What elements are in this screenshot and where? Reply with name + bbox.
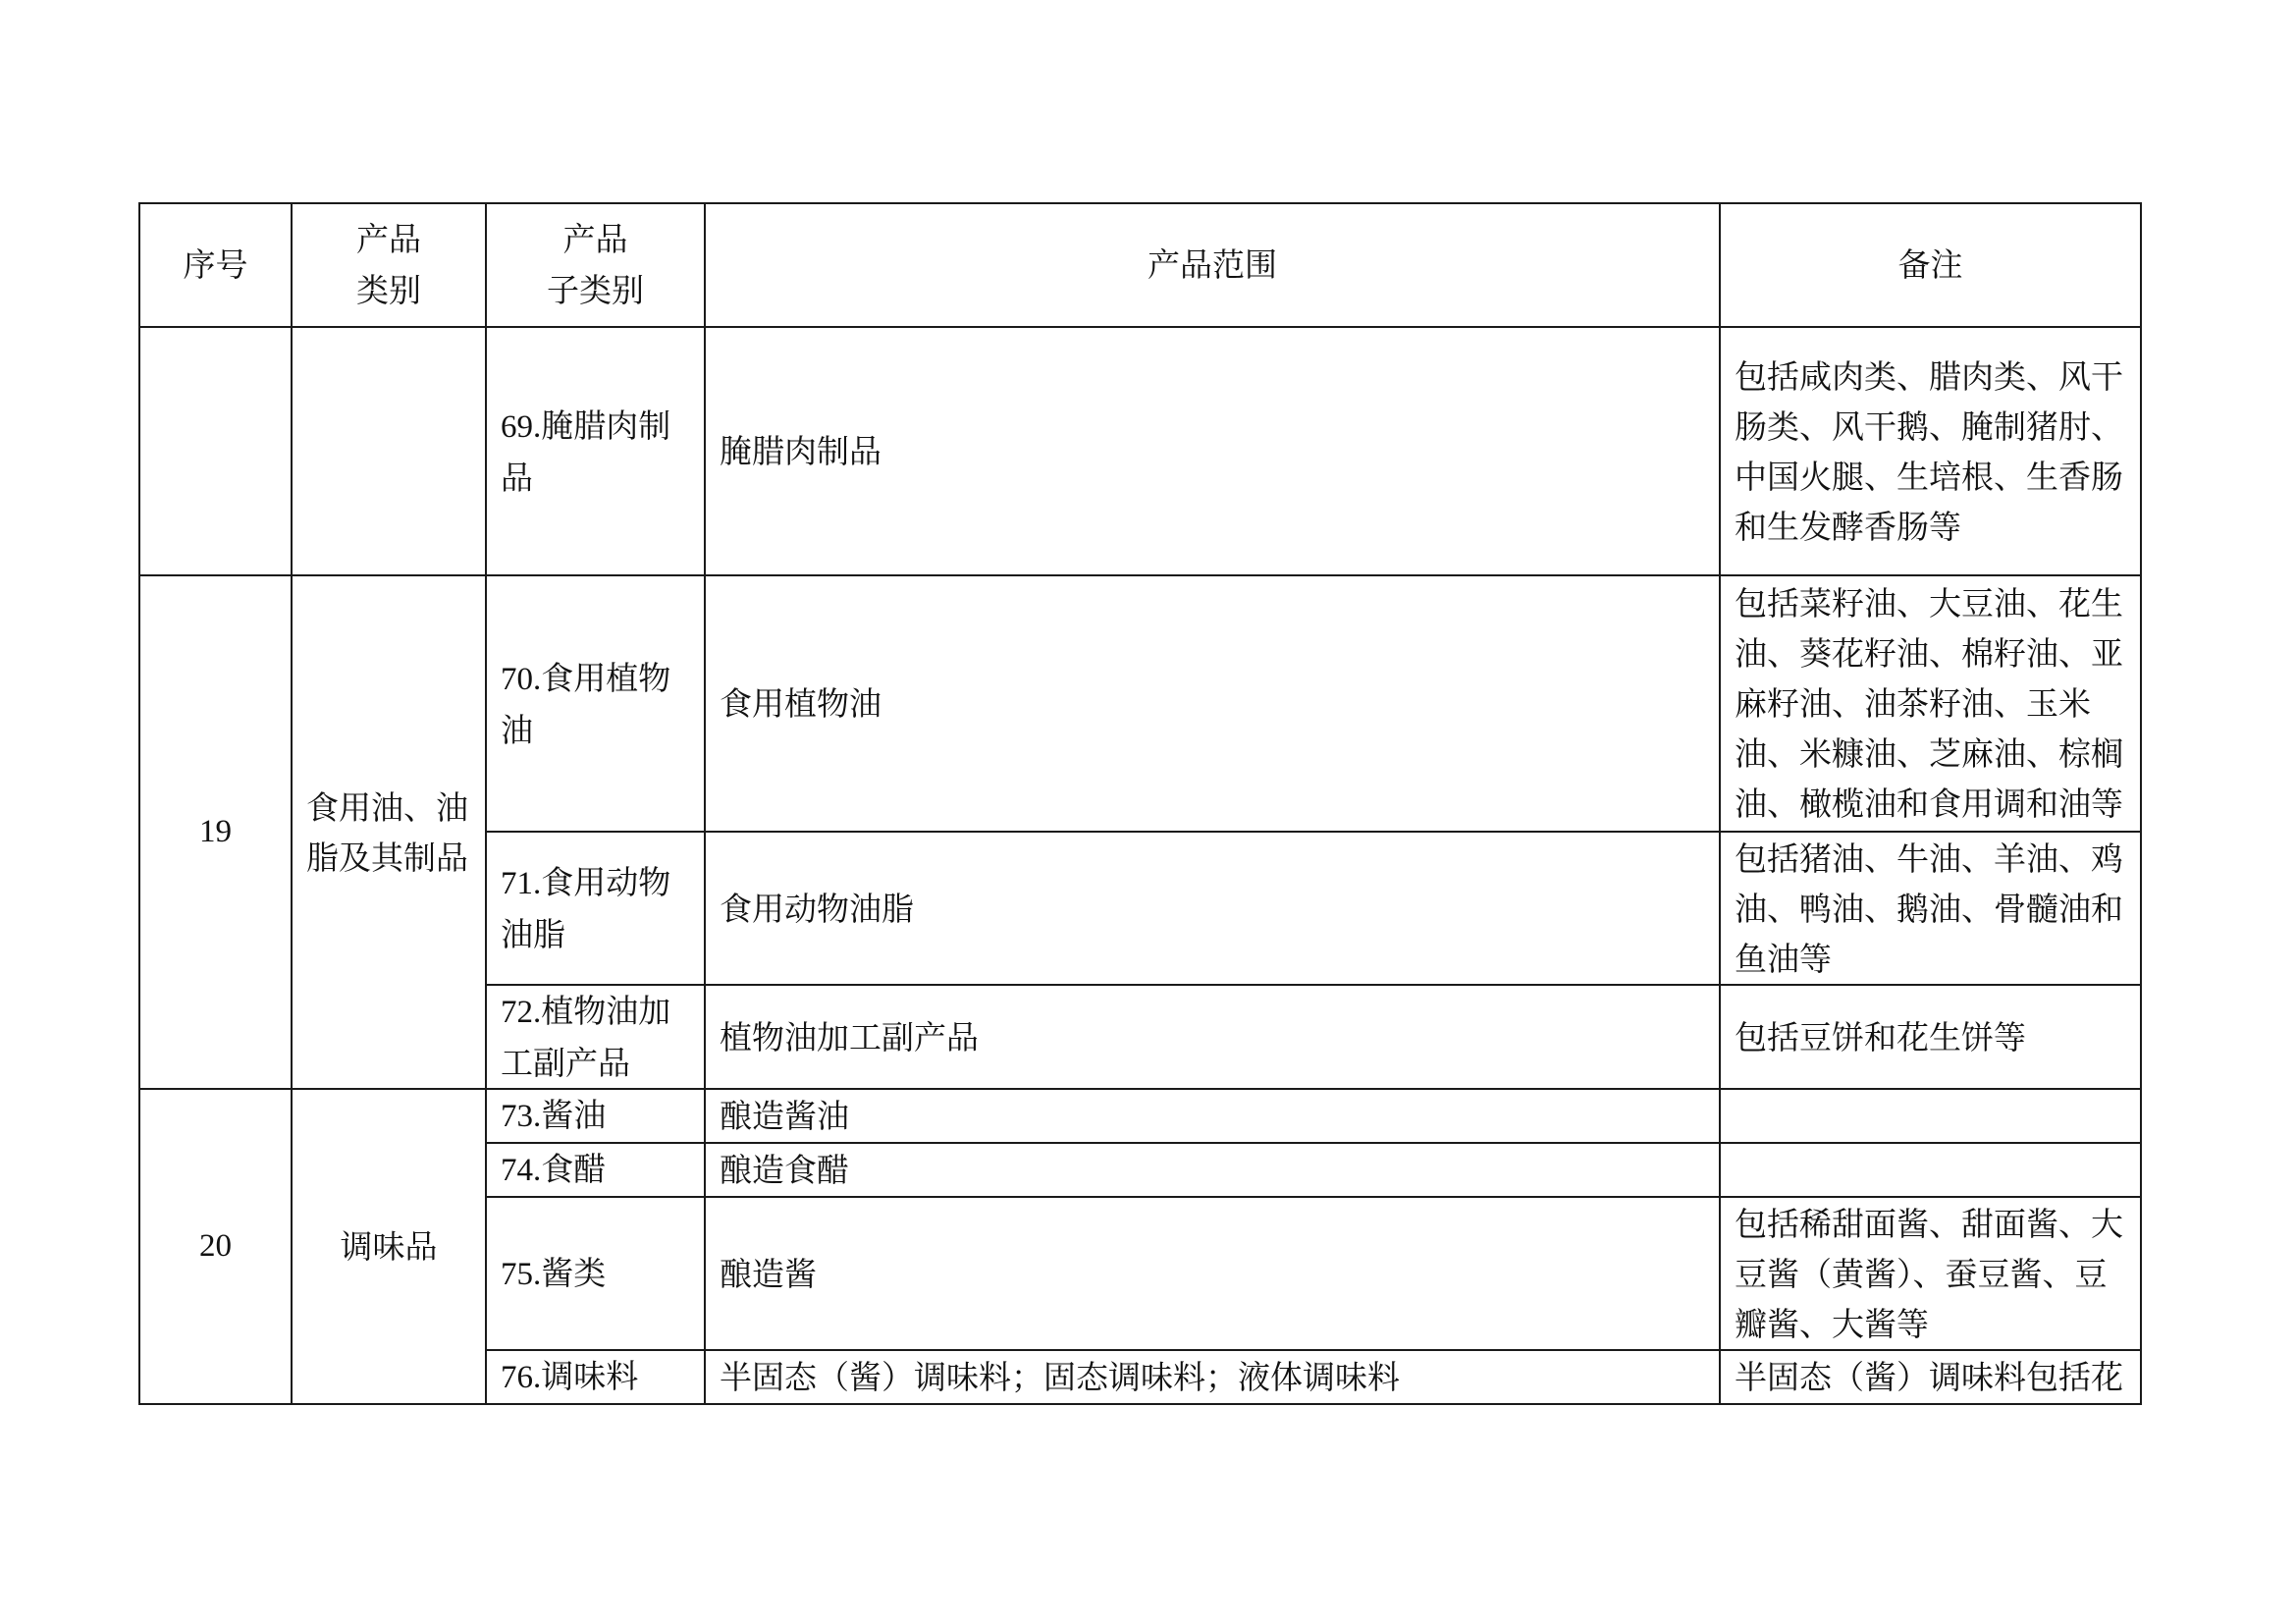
remarks-cell: 包括稀甜面酱、甜面酱、大豆酱（黄酱）、蚕豆酱、豆瓣酱、大酱等 xyxy=(1720,1197,2141,1350)
remarks-cell xyxy=(1720,1089,2141,1143)
subcategory-label: 调味料 xyxy=(541,1357,639,1395)
subcategory-label: 食醋 xyxy=(541,1150,607,1188)
table-row xyxy=(139,575,2141,832)
category-cell-empty xyxy=(292,327,486,575)
seq-cell: 19 xyxy=(139,575,292,1089)
scope-cell: 食用动物油脂 xyxy=(705,832,1720,985)
subcategory-number: 71. xyxy=(501,866,542,901)
scope-cell: 酿造酱油 xyxy=(705,1089,1720,1143)
category-cell: 食用油、油脂及其制品 xyxy=(292,575,486,1089)
header-row xyxy=(139,203,2141,327)
scope-cell: 腌腊肉制品 xyxy=(705,327,1720,575)
scope-cell: 酿造酱 xyxy=(705,1197,1720,1350)
subcategory-label: 腌腊肉制 品 xyxy=(501,406,671,497)
table-row xyxy=(139,327,2141,575)
subcategory-cell xyxy=(486,832,705,985)
header-subcategory: 产品 子类别 xyxy=(486,203,705,327)
subcategory-cell xyxy=(486,327,705,575)
subcategory-number: 74. xyxy=(501,1153,542,1188)
scope-cell: 半固态（酱）调味料；固态调味料；液体调味料 xyxy=(705,1350,1720,1404)
subcategory-number: 76. xyxy=(501,1360,542,1395)
remarks-cell: 包括菜籽油、大豆油、花生油、葵花籽油、棉籽油、亚麻籽油、油茶籽油、玉米油、米糠油、芝麻油、棕榈油、橄榄油和食用调和油等 xyxy=(1720,575,2141,832)
subcategory-cell xyxy=(486,575,705,832)
subcategory-label: 酱类 xyxy=(541,1253,607,1292)
subcategory-cell xyxy=(486,1143,705,1197)
remarks-cell: 包括咸肉类、腊肉类、风干肠类、风干鹅、腌制猪肘、中国火腿、生培根、生香肠和生发酵香肠等 xyxy=(1720,327,2141,575)
seq-cell: 20 xyxy=(139,1089,292,1404)
subcategory-number: 75. xyxy=(501,1256,542,1292)
subcategory-label: 植物油加 工副产品 xyxy=(501,992,671,1082)
header-seq: 序号 xyxy=(139,203,292,327)
remarks-cell xyxy=(1720,1143,2141,1197)
seq-cell-empty xyxy=(139,327,292,575)
header-scope: 产品范围 xyxy=(705,203,1720,327)
subcategory-cell xyxy=(486,1350,705,1404)
remarks-cell: 包括豆饼和花生饼等 xyxy=(1720,985,2141,1089)
subcategory-cell xyxy=(486,1089,705,1143)
subcategory-number: 70. xyxy=(501,661,542,697)
remarks-cell: 半固态（酱）调味料包括花 xyxy=(1720,1350,2141,1404)
scope-cell: 酿造食醋 xyxy=(705,1143,1720,1197)
header-category: 产品 类别 xyxy=(292,203,486,327)
scope-cell: 植物油加工副产品 xyxy=(705,985,1720,1089)
subcategory-label: 酱油 xyxy=(541,1096,607,1134)
scope-cell: 食用植物油 xyxy=(705,575,1720,832)
table-row xyxy=(139,1089,2141,1143)
subcategory-number: 73. xyxy=(501,1099,542,1134)
subcategory-number: 69. xyxy=(501,408,542,445)
subcategory-label: 食用植物 油 xyxy=(501,658,671,749)
header-remarks: 备注 xyxy=(1720,203,2141,327)
subcategory-cell xyxy=(486,1197,705,1350)
subcategory-number: 72. xyxy=(501,995,542,1030)
remarks-cell: 包括猪油、牛油、羊油、鸡油、鸭油、鹅油、骨髓油和鱼油等 xyxy=(1720,832,2141,985)
category-cell: 调味品 xyxy=(292,1089,486,1404)
product-category-table xyxy=(138,202,2142,1405)
subcategory-cell xyxy=(486,985,705,1089)
subcategory-label: 食用动物 油脂 xyxy=(501,863,671,953)
